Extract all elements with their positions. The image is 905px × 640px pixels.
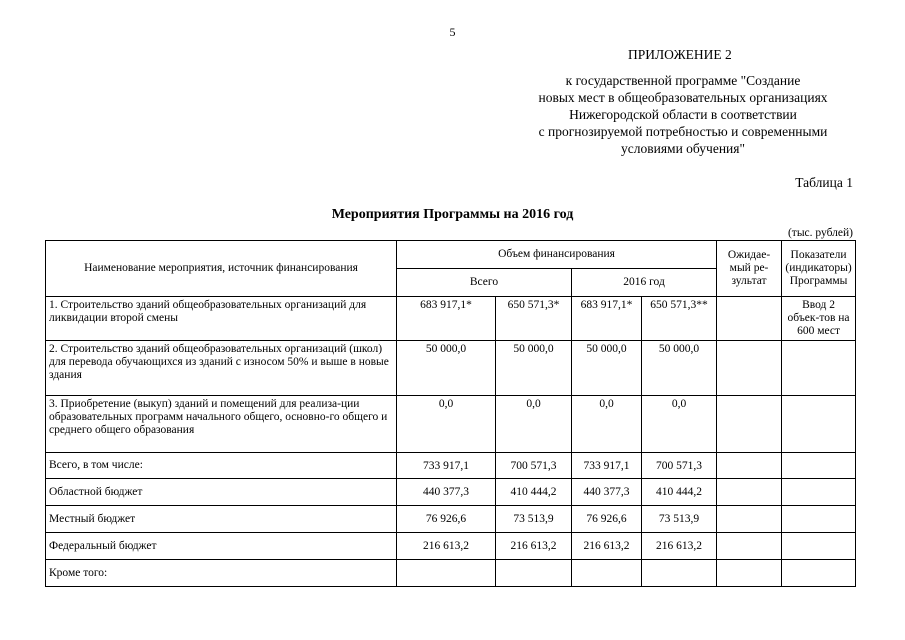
cell-result	[717, 533, 782, 560]
row-name: 2. Строительство зданий общеобразовательных организаций (школ) для перевода обучающихся из зданий с износом 50% и выше в новые здания	[46, 341, 397, 396]
header-volume: Объем финансирования	[397, 241, 717, 269]
cell-year-1: 0,0	[572, 396, 642, 453]
table-title: Мероприятия Программы на 2016 год	[331, 207, 574, 222]
table-row	[46, 533, 856, 560]
cell-total-1	[397, 560, 496, 587]
cell-year-1: 76 926,6	[572, 506, 642, 533]
cell-total-2: 650 571,3*	[496, 297, 572, 341]
cell-year-1: 216 613,2	[572, 533, 642, 560]
cell-result	[717, 297, 782, 341]
cell-result	[717, 396, 782, 453]
appendix-subtitle-line: к государственной программе "Создание	[565, 73, 801, 88]
table-row	[46, 506, 856, 533]
row-name: Федеральный бюджет	[46, 533, 397, 560]
cell-indicator	[782, 396, 856, 453]
program-measures-table	[45, 240, 856, 587]
table-row	[46, 560, 856, 587]
cell-year-2: 650 571,3**	[642, 297, 717, 341]
cell-total-2	[496, 560, 572, 587]
row-name: Областной бюджет	[46, 479, 397, 506]
header-indicators: Показатели (индикаторы) Программы	[782, 241, 856, 297]
header-name: Наименование мероприятия, источник финансирования	[46, 241, 397, 297]
cell-year-1: 50 000,0	[572, 341, 642, 396]
cell-year-2: 50 000,0	[642, 341, 717, 396]
appendix-subtitle	[512, 72, 854, 157]
cell-indicator	[782, 453, 856, 479]
cell-result	[717, 479, 782, 506]
cell-year-2: 0,0	[642, 396, 717, 453]
cell-total-1: 76 926,6	[397, 506, 496, 533]
cell-total-2: 216 613,2	[496, 533, 572, 560]
cell-total-1: 440 377,3	[397, 479, 496, 506]
table-row	[46, 453, 856, 479]
row-name: Местный бюджет	[46, 506, 397, 533]
header-total: Всего	[397, 269, 572, 297]
cell-year-1: 440 377,3	[572, 479, 642, 506]
header-year: 2016 год	[572, 269, 717, 297]
appendix-subtitle-line: Нижегородской области в соответствии	[569, 107, 797, 122]
cell-indicator	[782, 506, 856, 533]
cell-year-1	[572, 560, 642, 587]
cell-total-1: 683 917,1*	[397, 297, 496, 341]
cell-total-2: 700 571,3	[496, 453, 572, 479]
table-row	[46, 396, 856, 453]
cell-result	[717, 341, 782, 396]
table-row	[46, 297, 856, 341]
row-name: Всего, в том числе:	[46, 453, 397, 479]
cell-result	[717, 506, 782, 533]
cell-total-2: 410 444,2	[496, 479, 572, 506]
cell-total-1: 0,0	[397, 396, 496, 453]
cell-year-2: 73 513,9	[642, 506, 717, 533]
cell-indicator	[782, 533, 856, 560]
cell-total-2: 0,0	[496, 396, 572, 453]
cell-year-2: 700 571,3	[642, 453, 717, 479]
appendix-subtitle-line: с прогнозируемой потребностью и современными	[538, 124, 828, 139]
appendix-subtitle-line: новых мест в общеобразовательных организациях	[538, 90, 828, 105]
cell-indicator	[782, 479, 856, 506]
header-expected: Ожидае-мый ре-зультат	[717, 241, 782, 297]
cell-indicator: Ввод 2 объек-тов на 600 мест	[782, 297, 856, 341]
row-name: Кроме того:	[46, 560, 397, 587]
cell-year-2: 216 613,2	[642, 533, 717, 560]
cell-total-2: 73 513,9	[496, 506, 572, 533]
cell-result	[717, 560, 782, 587]
appendix-subtitle-line: условиями обучения"	[621, 141, 745, 156]
appendix-title: ПРИЛОЖЕНИЕ 2	[628, 47, 732, 62]
units-note: (тыс. рублей)	[787, 227, 853, 239]
table-row	[46, 341, 856, 396]
cell-total-2: 50 000,0	[496, 341, 572, 396]
cell-result	[717, 453, 782, 479]
cell-total-1: 733 917,1	[397, 453, 496, 479]
row-name: 1. Строительство зданий общеобразовательных организаций для ликвидации второй смены	[46, 297, 397, 341]
cell-indicator	[782, 341, 856, 396]
cell-year-2	[642, 560, 717, 587]
cell-total-1: 50 000,0	[397, 341, 496, 396]
cell-total-1: 216 613,2	[397, 533, 496, 560]
table-number: Таблица 1	[795, 175, 853, 190]
table-row	[46, 479, 856, 506]
cell-year-2: 410 444,2	[642, 479, 717, 506]
cell-year-1: 733 917,1	[572, 453, 642, 479]
cell-year-1: 683 917,1*	[572, 297, 642, 341]
page-number: 5	[449, 25, 456, 39]
cell-indicator	[782, 560, 856, 587]
row-name: 3. Приобретение (выкуп) зданий и помещений для реализа-ции образовательных программ начального общего, основно-го общего и среднего общего образования	[46, 396, 397, 453]
